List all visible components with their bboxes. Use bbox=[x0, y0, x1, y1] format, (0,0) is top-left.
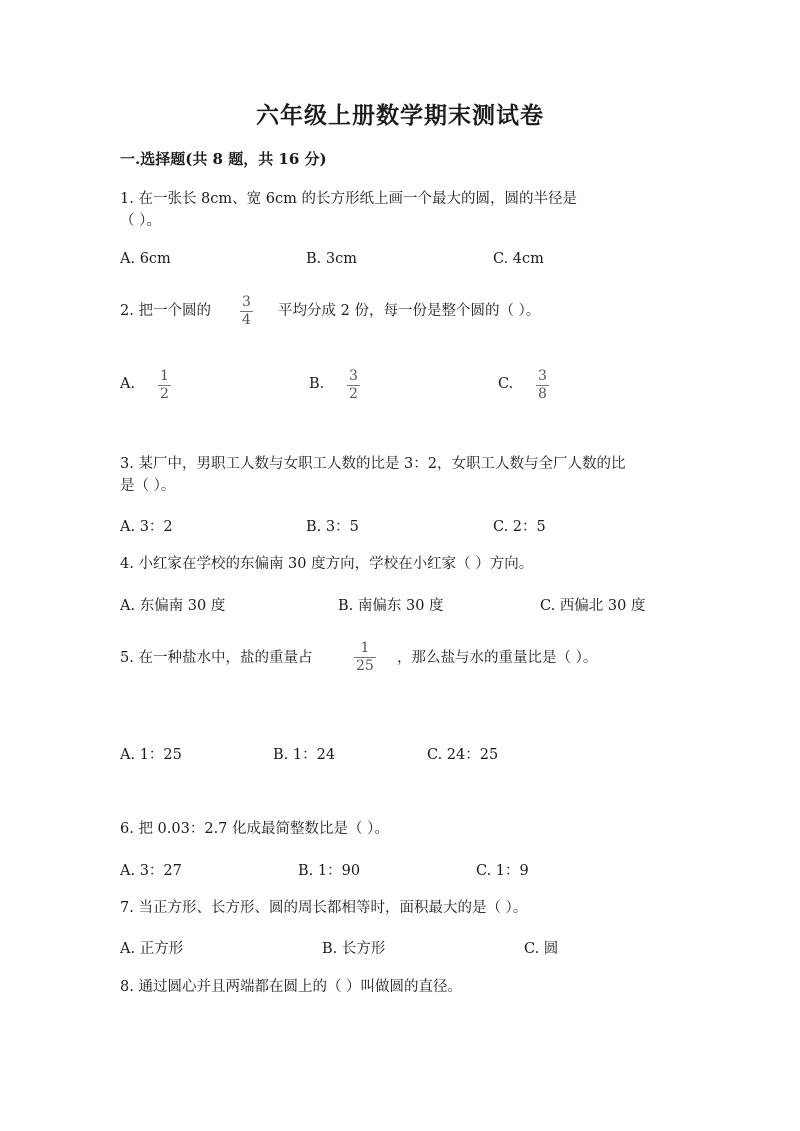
question-6-option-b: B. 1：90 bbox=[298, 863, 361, 879]
question-1 bbox=[120, 188, 577, 232]
question-7-option-b: B. 长方形 bbox=[322, 941, 386, 957]
question-4-text: 4. 小红家在学校的东偏南 30 度方向，学校在小红家（ ）方向。 bbox=[120, 556, 534, 572]
question-3-text-cont: 是（ ）。 bbox=[120, 478, 176, 494]
fraction-numerator: 1 bbox=[360, 640, 370, 656]
question-5-fraction bbox=[354, 641, 376, 674]
question-2-option-c-fraction bbox=[536, 369, 549, 402]
question-5-option-a: A. 1：25 bbox=[120, 747, 182, 763]
question-3 bbox=[120, 453, 626, 497]
question-7-option-c: C. 圆 bbox=[524, 941, 559, 957]
page-title: 六年级上册数学期末测试卷 bbox=[256, 102, 544, 129]
question-2-option-a-label: A. bbox=[120, 376, 136, 392]
question-7-option-a: A. 正方形 bbox=[120, 941, 184, 957]
question-2-text-cont: 平均分成 2 份，每一份是整个圆的（ ）。 bbox=[278, 303, 541, 319]
question-5-text-cont: ，那么盐与水的重量比是（ ）。 bbox=[397, 650, 598, 666]
question-3-option-b: B. 3：5 bbox=[306, 519, 359, 535]
question-1-option-a: A. 6cm bbox=[120, 251, 171, 267]
question-3-option-c: C. 2：5 bbox=[493, 519, 546, 535]
question-5-option-c: C. 24：25 bbox=[427, 747, 499, 763]
question-6-option-a: A. 3：27 bbox=[120, 863, 182, 879]
fraction-numerator: 1 bbox=[160, 368, 169, 384]
question-1-option-c: C. 4cm bbox=[493, 251, 544, 267]
question-2-option-b-label: B. bbox=[309, 376, 325, 392]
question-4-option-b: B. 南偏东 30 度 bbox=[338, 598, 444, 614]
question-5-text: 5. 在一种盐水中，盐的重量占 bbox=[120, 650, 313, 666]
fraction-denominator: 4 bbox=[242, 312, 251, 328]
fraction-denominator: 8 bbox=[538, 386, 547, 402]
fraction-denominator: 25 bbox=[356, 658, 374, 674]
question-5-option-b: B. 1：24 bbox=[273, 747, 336, 763]
fraction-denominator: 2 bbox=[349, 386, 358, 402]
fraction-numerator: 3 bbox=[242, 294, 251, 310]
question-1-text: 1. 在一张长 8cm、宽 6cm 的长方形纸上画一个最大的圆，圆的半径是 bbox=[120, 191, 577, 207]
question-6-option-c: C. 1：9 bbox=[476, 863, 529, 879]
question-2-fraction bbox=[240, 295, 253, 328]
question-2-option-a-fraction bbox=[158, 369, 171, 402]
question-7-text: 7. 当正方形、长方形、圆的周长都相等时，面积最大的是（ ）。 bbox=[120, 900, 528, 916]
question-3-text: 3. 某厂中，男职工人数与女职工人数的比是 3：2，女职工人数与全厂人数的比 bbox=[120, 456, 626, 472]
question-6-text: 6. 把 0.03：2.7 化成最简整数比是（ ）。 bbox=[120, 821, 389, 837]
question-2-option-c-label: C. bbox=[498, 376, 514, 392]
question-3-option-a: A. 3：2 bbox=[120, 519, 173, 535]
question-1-option-b: B. 3cm bbox=[306, 251, 357, 267]
question-4-option-a: A. 东偏南 30 度 bbox=[120, 598, 226, 614]
question-4-option-c: C. 西偏北 30 度 bbox=[540, 598, 646, 614]
question-2-option-b-fraction bbox=[347, 369, 360, 402]
question-2-text: 2. 把一个圆的 bbox=[120, 303, 211, 319]
fraction-numerator: 3 bbox=[349, 368, 358, 384]
section-heading: 一.选择题(共 8 题，共 16 分) bbox=[120, 150, 327, 168]
fraction-numerator: 3 bbox=[538, 368, 547, 384]
question-1-text-cont: （ ）。 bbox=[120, 213, 161, 229]
fraction-denominator: 2 bbox=[160, 386, 169, 402]
question-8-text: 8. 通过圆心并且两端都在圆上的（ ）叫做圆的直径。 bbox=[120, 979, 463, 995]
